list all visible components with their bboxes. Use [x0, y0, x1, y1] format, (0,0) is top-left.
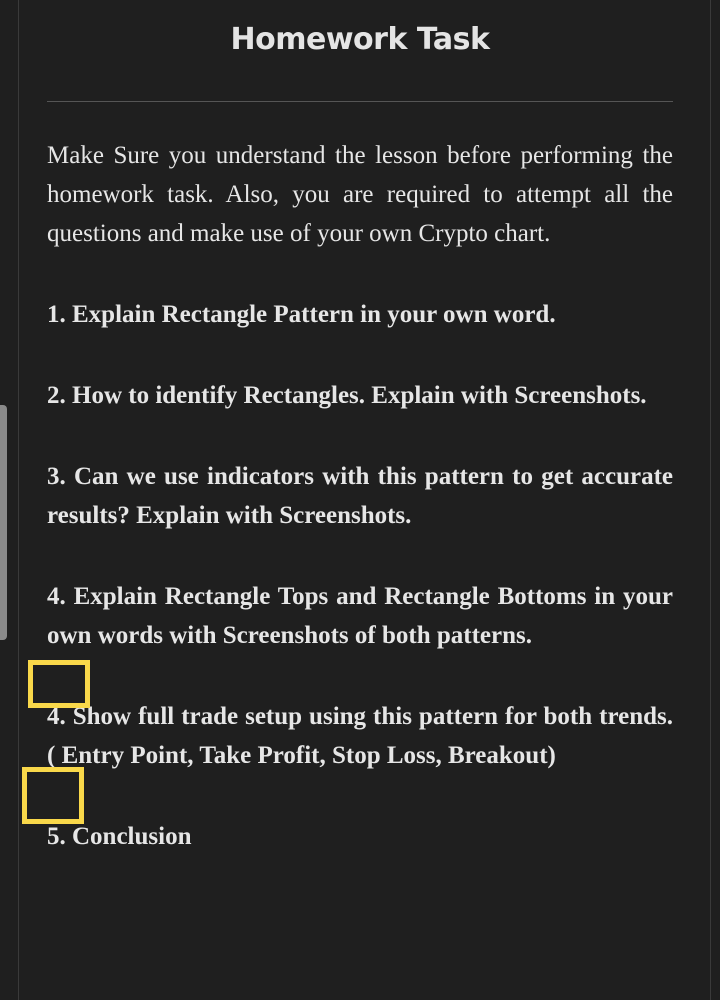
question-4b: 4. Show full trade setup using this pattern for both trends. ( Entry Point, Take Profit, Stop Loss, Breakout)	[47, 703, 673, 769]
intro-paragraph: Make Sure you understand the lesson before performing the homework task. Also, you are required to attempt all the questions and make use of your own Crypto chart.	[47, 142, 673, 247]
page-title: Homework Task	[230, 22, 490, 57]
question-2: 2. How to identify Rectangles. Explain with Screenshots.	[47, 382, 647, 409]
scrollbar[interactable]	[0, 405, 7, 640]
article-body	[47, 136, 673, 898]
question-1: 1. Explain Rectangle Pattern in your own word.	[47, 301, 556, 328]
question-4: 4. Explain Rectangle Tops and Rectangle Bottoms in your own words with Screenshots of both patterns.	[47, 583, 673, 649]
highlight-box	[28, 660, 90, 708]
divider	[47, 101, 673, 102]
highlight-box	[22, 767, 84, 824]
question-3: 3. Can we use indicators with this pattern to get accurate results? Explain with Screenshots.	[47, 463, 673, 529]
question-5: 5. Conclusion	[47, 823, 192, 850]
